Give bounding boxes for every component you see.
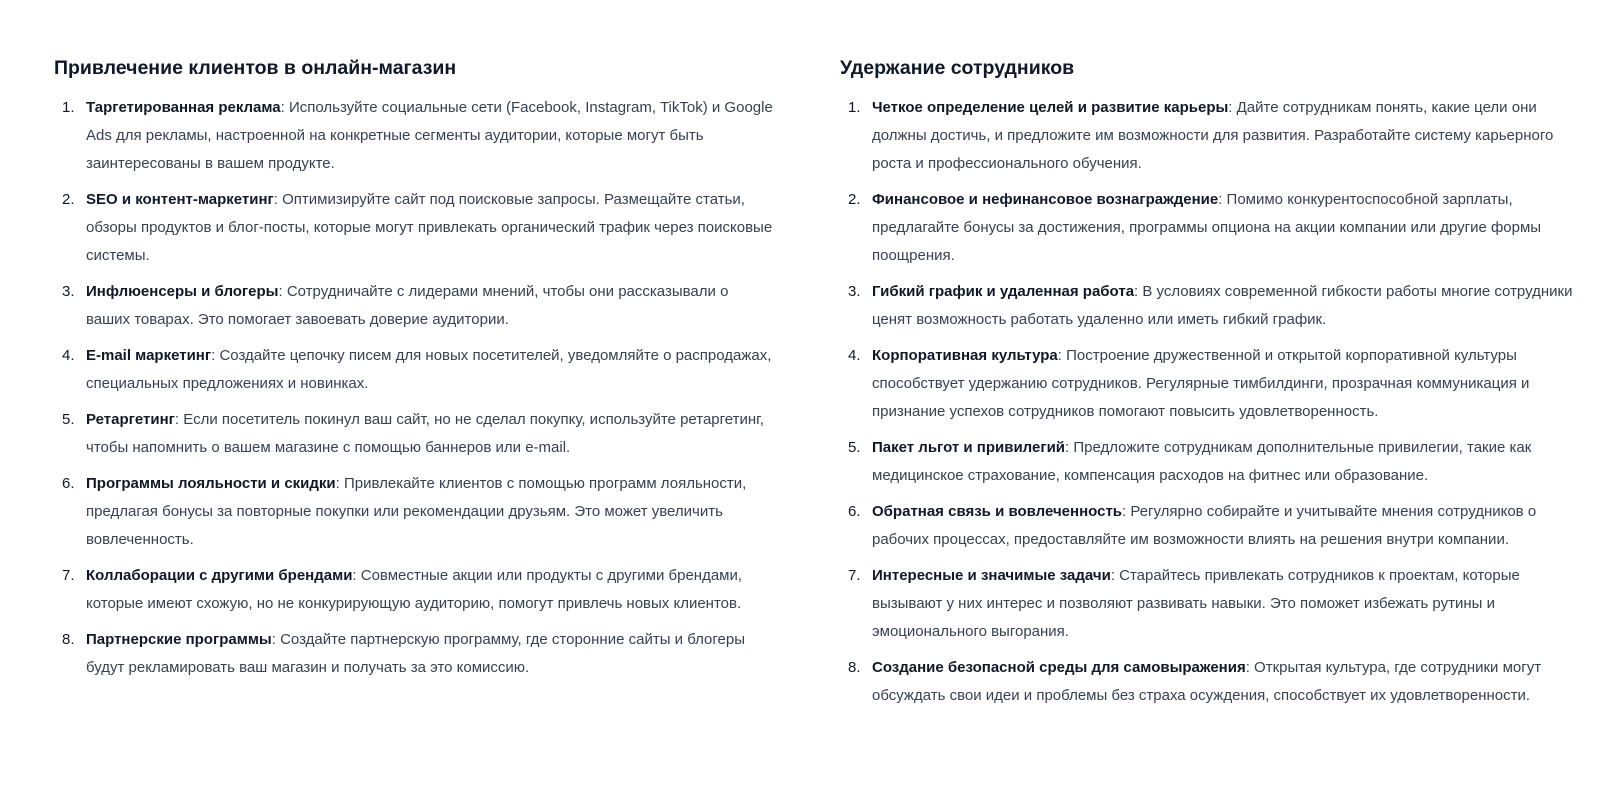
item-number: 6. bbox=[62, 475, 75, 493]
item-title: Обратная связь и вовлеченность bbox=[872, 503, 1123, 521]
item-number: 8. bbox=[62, 631, 75, 649]
item-title: Инфлюенсеры и блогеры bbox=[86, 283, 279, 301]
item-title: Партнерские программы bbox=[86, 631, 272, 649]
item-title: Корпоративная культура bbox=[872, 347, 1058, 365]
left-column-title: Привлечение клиентов в онлайн-магазин bbox=[54, 57, 457, 79]
list-item bbox=[54, 626, 774, 682]
list-item bbox=[54, 470, 774, 554]
item-title: Гибкий график и удаленная работа bbox=[872, 283, 1135, 301]
list-item bbox=[840, 278, 1575, 334]
item-number: 6. bbox=[848, 503, 861, 521]
item-text: : Старайтесь привлекать сотрудников к проектам, которые вызывают у них интерес и позволяют развивать навыки. Это поможет избежать рутины и эмоционального выгорания. bbox=[872, 567, 1520, 641]
item-number: 7. bbox=[62, 567, 75, 585]
left-column bbox=[54, 54, 774, 690]
item-title: Программы лояльности и скидки bbox=[86, 475, 336, 493]
item-title: Создание безопасной среды для самовыражения bbox=[872, 659, 1246, 677]
item-text: : Совместные акции или продукты с другими брендами, которые имеют схожую, но не конкурирующую аудиторию, помогут привлечь новых клиентов. bbox=[86, 567, 743, 613]
list-item bbox=[840, 186, 1575, 270]
list-item bbox=[840, 498, 1575, 554]
right-column bbox=[840, 54, 1575, 718]
list-item bbox=[54, 406, 774, 462]
item-title: SEO и контент-маркетинг bbox=[86, 191, 274, 209]
item-text: : Предложите сотрудникам дополнительные привилегии, такие как медицинское страхование, компенсация расходов на фитнес или образование. bbox=[872, 439, 1532, 485]
item-number: 2. bbox=[62, 191, 75, 209]
item-text: : Помимо конкурентоспособной зарплаты, предлагайте бонусы за достижения, программы опциона на акции компании или другие формы поощрения. bbox=[872, 191, 1542, 265]
item-number: 1. bbox=[62, 99, 75, 117]
item-text: : Если посетитель покинул ваш сайт, но не сделал покупку, используйте ретаргетинг, чтобы напомнить о вашем магазине с помощью баннеров или e-mail. bbox=[86, 411, 764, 457]
list-item bbox=[840, 342, 1575, 426]
item-text: : Используйте социальные сети (Facebook, Instagram, TikTok) и Google Ads для рекламы, настроенной на конкретные сегменты аудитории, которые могут быть заинтересованы в вашем продукте. bbox=[86, 99, 773, 173]
item-text: : Дайте сотрудникам понять, какие цели они должны достичь, и предложите им возможности для развития. Разработайте систему карьерного роста и профессионального обучения. bbox=[872, 99, 1554, 173]
item-title: Пакет льгот и привилегий bbox=[872, 439, 1066, 457]
item-text: : Построение дружественной и открытой корпоративной культуры способствует удержанию сотрудников. Регулярные тимбилдинги, прозрачная коммуникация и признание успехов сотрудников помогают повысить удовлетворенность. bbox=[872, 347, 1530, 421]
item-title: Коллаборации с другими брендами bbox=[86, 567, 353, 585]
item-title: Финансовое и нефинансовое вознаграждение bbox=[872, 191, 1219, 209]
item-text: : В условиях современной гибкости работы многие сотрудники ценят возможность работать удаленно или иметь гибкий график. bbox=[872, 283, 1573, 329]
item-title: E-mail маркетинг bbox=[86, 347, 212, 365]
list-item bbox=[54, 94, 774, 178]
list-item bbox=[840, 562, 1575, 646]
list-item bbox=[54, 562, 774, 618]
item-text: : Открытая культура, где сотрудники могут обсуждать свои идеи и проблемы без страха осуждения, способствует их удовлетворенности. bbox=[872, 659, 1542, 705]
right-list bbox=[840, 94, 1575, 710]
right-column-title: Удержание сотрудников bbox=[840, 57, 1075, 79]
item-number: 3. bbox=[62, 283, 75, 301]
item-title: Ретаргетинг bbox=[86, 411, 175, 429]
list-item bbox=[54, 278, 774, 334]
item-text: : Создайте цепочку писем для новых посетителей, уведомляйте о распродажах, специальных предложениях и новинках. bbox=[86, 347, 772, 393]
item-number: 4. bbox=[62, 347, 75, 365]
item-title: Интересные и значимые задачи bbox=[872, 567, 1111, 585]
item-number: 5. bbox=[848, 439, 861, 457]
list-item bbox=[840, 434, 1575, 490]
item-number: 7. bbox=[848, 567, 861, 585]
item-text: : Привлекайте клиентов с помощью программ лояльности, предлагая бонусы за повторные покупки или рекомендации друзьям. Это может увеличить вовлеченность. bbox=[86, 475, 747, 549]
item-text: : Создайте партнерскую программу, где сторонние сайты и блогеры будут рекламировать ваш магазин и получать за это комиссию. bbox=[86, 631, 745, 677]
item-title: Таргетированная реклама bbox=[86, 99, 281, 117]
item-text: : Оптимизируйте сайт под поисковые запросы. Размещайте статьи, обзоры продуктов и блог-посты, которые могут привлекать органический трафик через поисковые системы. bbox=[86, 191, 773, 265]
item-number: 3. bbox=[848, 283, 861, 301]
item-number: 4. bbox=[848, 347, 861, 365]
list-item bbox=[840, 94, 1575, 178]
left-list bbox=[54, 94, 774, 682]
item-number: 2. bbox=[848, 191, 861, 209]
item-title: Четкое определение целей и развитие карьеры bbox=[872, 99, 1229, 117]
item-number: 8. bbox=[848, 659, 861, 677]
item-number: 5. bbox=[62, 411, 75, 429]
item-text: : Регулярно собирайте и учитывайте мнения сотрудников о рабочих процессах, предоставляйте им возможности влиять на решения внутри компании. bbox=[872, 503, 1537, 549]
list-item bbox=[840, 654, 1575, 710]
item-number: 1. bbox=[848, 99, 861, 117]
list-item bbox=[54, 342, 774, 398]
item-text: : Сотрудничайте с лидерами мнений, чтобы они рассказывали о ваших товарах. Это помогает завоевать доверие аудитории. bbox=[86, 283, 729, 329]
list-item bbox=[54, 186, 774, 270]
